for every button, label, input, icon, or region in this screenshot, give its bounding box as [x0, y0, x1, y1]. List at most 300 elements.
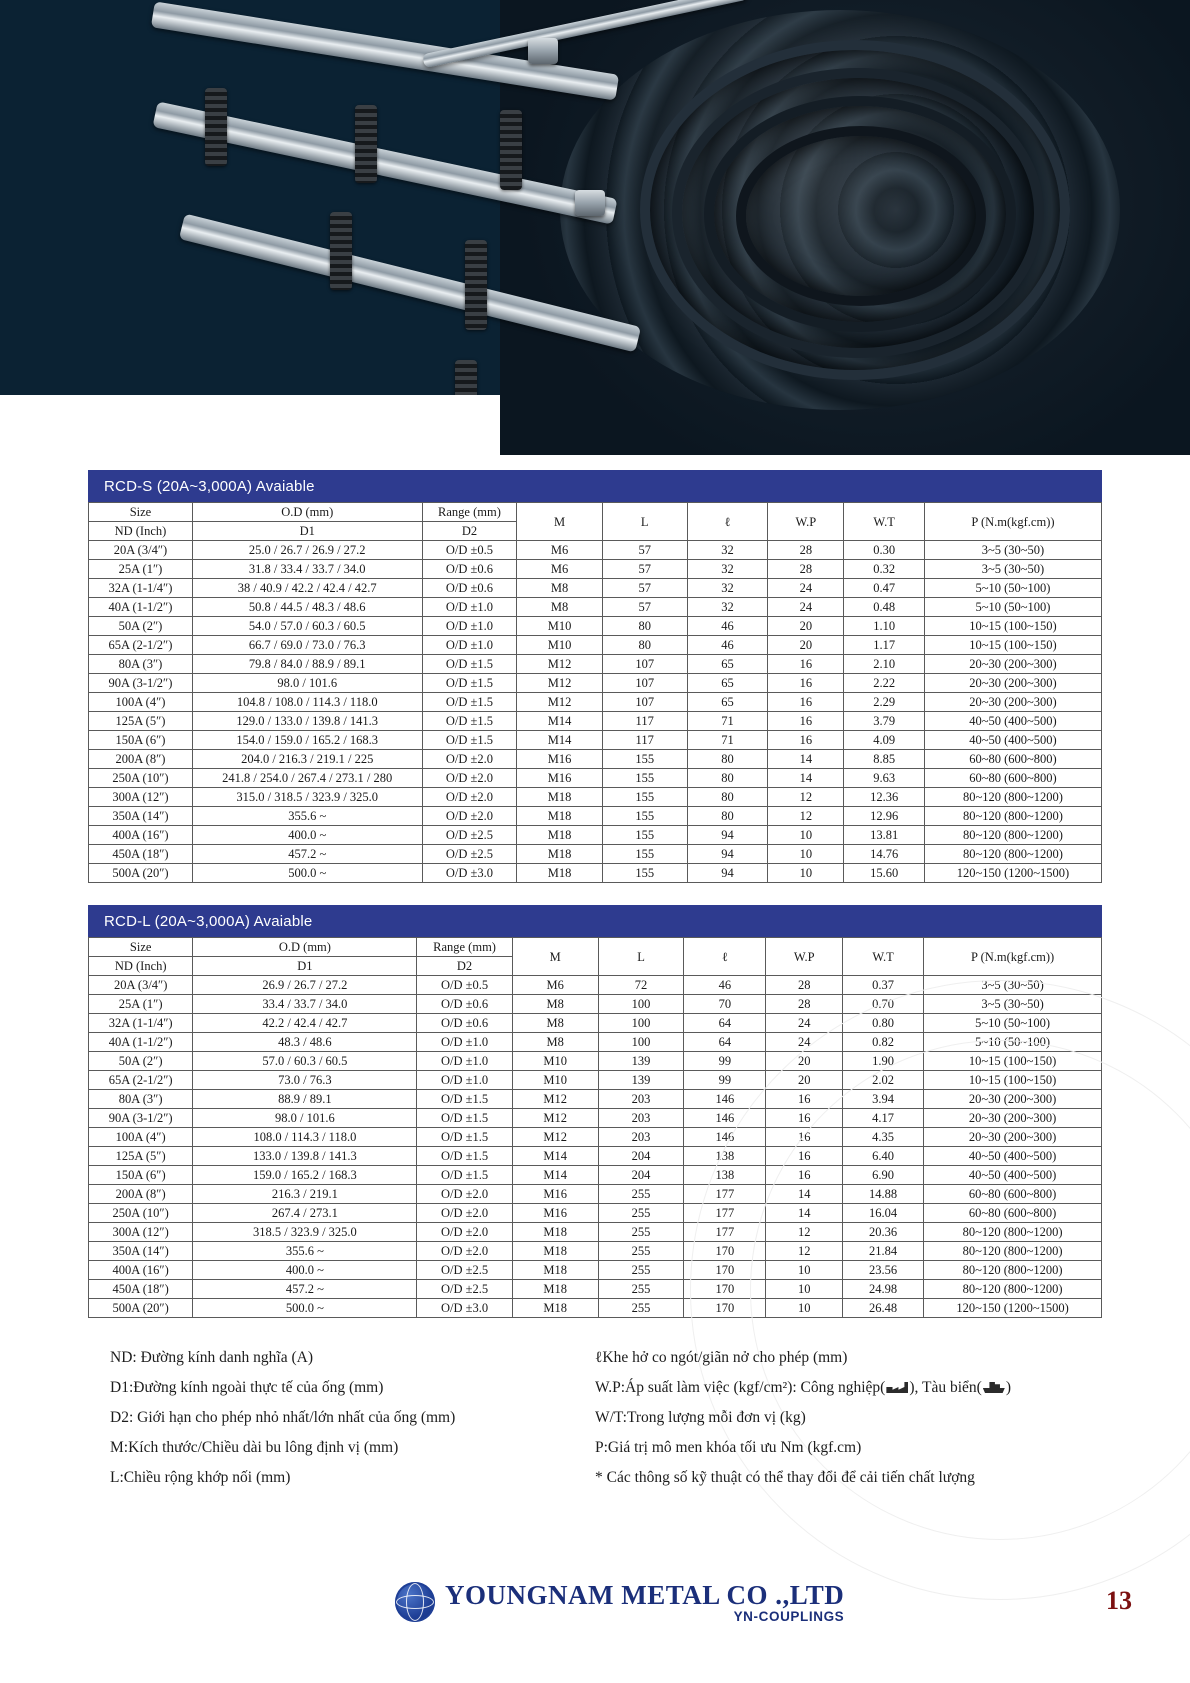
spec-table-rcd-s — [88, 502, 1102, 883]
header-range: Range (mm) — [417, 938, 512, 957]
cell-od: 159.0 / 165.2 / 168.3 — [193, 1166, 417, 1185]
cell-wt: 1.90 — [843, 1052, 924, 1071]
cell-wp: 20 — [768, 636, 844, 655]
cell-gap: 65 — [687, 655, 768, 674]
cell-od: 500.0 ~ — [192, 864, 422, 883]
cell-wp: 20 — [766, 1052, 843, 1071]
cell-size: 500A (20″) — [89, 1299, 193, 1318]
table-body-rcd-s — [89, 541, 1102, 883]
cell-p: 40~50 (400~500) — [924, 712, 1101, 731]
cell-wt: 0.80 — [843, 1014, 924, 1033]
cell-size: 400A (16″) — [89, 826, 193, 845]
bolt-5 — [500, 110, 522, 190]
cell-wt: 4.35 — [843, 1128, 924, 1147]
cell-size: 125A (5″) — [89, 1147, 193, 1166]
cell-p: 3~5 (30~50) — [924, 560, 1101, 579]
cell-od: 457.2 ~ — [193, 1280, 417, 1299]
cell-range: O/D ±0.6 — [417, 1014, 512, 1033]
cell-gap: 32 — [687, 560, 768, 579]
cell-wp: 28 — [766, 976, 843, 995]
cell-wt: 2.10 — [844, 655, 924, 674]
bolt-4 — [465, 240, 487, 330]
cell-l: 57 — [602, 579, 687, 598]
cell-od: 457.2 ~ — [192, 845, 422, 864]
cell-od: 54.0 / 57.0 / 60.3 / 60.5 — [192, 617, 422, 636]
legend-p: P:Giá trị mô men khóa tối ưu Nm (kgf.cm) — [595, 1439, 862, 1456]
cell-wp: 28 — [768, 541, 844, 560]
cell-p: 120~150 (1200~1500) — [924, 1299, 1102, 1318]
table-row — [89, 769, 1102, 788]
cell-m: M6 — [512, 976, 598, 995]
header-d1: D1 — [193, 957, 417, 976]
cell-l: 203 — [598, 1090, 684, 1109]
header-gap: ℓ — [687, 503, 768, 541]
cell-size: 80A (3″) — [89, 1090, 193, 1109]
legend-column-right — [595, 1348, 1102, 1498]
cell-m: M12 — [517, 693, 602, 712]
cell-p: 80~120 (800~1200) — [924, 845, 1101, 864]
cell-l: 255 — [598, 1185, 684, 1204]
cell-wp: 14 — [768, 769, 844, 788]
cell-wp: 14 — [766, 1204, 843, 1223]
cell-p: 3~5 (30~50) — [924, 995, 1102, 1014]
cell-wt: 9.63 — [844, 769, 924, 788]
nut-top — [528, 38, 558, 64]
cell-p: 20~30 (200~300) — [924, 655, 1101, 674]
cell-wt: 4.09 — [844, 731, 924, 750]
cell-gap: 71 — [687, 712, 768, 731]
cell-p: 10~15 (100~150) — [924, 1052, 1102, 1071]
cell-l: 255 — [598, 1223, 684, 1242]
cell-size: 20A (3/4″) — [89, 976, 193, 995]
cell-l: 117 — [602, 731, 687, 750]
cell-od: 48.3 / 48.6 — [193, 1033, 417, 1052]
cell-od: 355.6 ~ — [192, 807, 422, 826]
cell-range: O/D ±0.6 — [422, 579, 517, 598]
cell-size: 200A (8″) — [89, 1185, 193, 1204]
cell-gap: 170 — [684, 1242, 766, 1261]
cell-gap: 94 — [687, 845, 768, 864]
cell-size: 250A (10″) — [89, 1204, 193, 1223]
cell-gap: 170 — [684, 1299, 766, 1318]
table-row — [89, 541, 1102, 560]
cell-m: M10 — [512, 1071, 598, 1090]
table-row — [89, 636, 1102, 655]
legend-nd: ND: Đường kính danh nghĩa (A) — [110, 1349, 313, 1366]
cell-wp: 28 — [766, 995, 843, 1014]
cell-od: 33.4 / 33.7 / 34.0 — [193, 995, 417, 1014]
cell-wt: 23.56 — [843, 1261, 924, 1280]
page-number: 13 — [1106, 1586, 1132, 1615]
cell-l: 57 — [602, 541, 687, 560]
cell-wt: 16.04 — [843, 1204, 924, 1223]
cell-wp: 28 — [768, 560, 844, 579]
cell-od: 154.0 / 159.0 / 165.2 / 168.3 — [192, 731, 422, 750]
company-logo — [395, 1580, 844, 1624]
cell-wt: 12.36 — [844, 788, 924, 807]
cell-p: 80~120 (800~1200) — [924, 1280, 1102, 1299]
cell-size: 300A (12″) — [89, 788, 193, 807]
cell-gap: 177 — [684, 1223, 766, 1242]
cell-od: 98.0 / 101.6 — [192, 674, 422, 693]
legend-l: L:Chiều rộng khớp nối (mm) — [110, 1469, 291, 1486]
cell-gap: 64 — [684, 1033, 766, 1052]
legend-column-left — [88, 1348, 595, 1498]
cell-range: O/D ±2.0 — [417, 1223, 512, 1242]
cell-range: O/D ±1.5 — [417, 1166, 512, 1185]
cell-m: M12 — [517, 655, 602, 674]
cell-range: O/D ±1.5 — [422, 693, 517, 712]
cell-l: 204 — [598, 1166, 684, 1185]
cell-p: 60~80 (600~800) — [924, 1185, 1102, 1204]
cell-od: 73.0 / 76.3 — [193, 1071, 417, 1090]
cell-l: 100 — [598, 1014, 684, 1033]
cell-size: 100A (4″) — [89, 1128, 193, 1147]
cell-wt: 0.70 — [843, 995, 924, 1014]
cell-gap: 32 — [687, 598, 768, 617]
cell-od: 79.8 / 84.0 / 88.9 / 89.1 — [192, 655, 422, 674]
cell-l: 255 — [598, 1280, 684, 1299]
cell-l: 155 — [602, 769, 687, 788]
cell-m: M6 — [517, 541, 602, 560]
cell-range: O/D ±1.0 — [422, 598, 517, 617]
cell-range: O/D ±1.5 — [422, 712, 517, 731]
cell-range: O/D ±0.5 — [422, 541, 517, 560]
cell-wt: 12.96 — [844, 807, 924, 826]
bolt-1 — [205, 88, 227, 166]
hero-image — [0, 0, 1190, 455]
cell-size: 200A (8″) — [89, 750, 193, 769]
cell-wp: 10 — [768, 845, 844, 864]
legend-note: * Các thông số kỹ thuật có thể thay đổi để cải tiến chất lượng — [595, 1469, 975, 1486]
header-od: O.D (mm) — [193, 938, 417, 957]
cell-p: 120~150 (1200~1500) — [924, 864, 1101, 883]
cell-range: O/D ±1.5 — [422, 655, 517, 674]
cell-m: M18 — [512, 1261, 598, 1280]
cell-size: 90A (3-1/2″) — [89, 1109, 193, 1128]
cell-range: O/D ±2.5 — [422, 826, 517, 845]
table-header-row-1 — [89, 503, 1102, 522]
cell-wp: 16 — [768, 731, 844, 750]
cell-l: 80 — [602, 617, 687, 636]
cell-od: 31.8 / 33.4 / 33.7 / 34.0 — [192, 560, 422, 579]
cell-p: 5~10 (50~100) — [924, 1014, 1102, 1033]
cell-p: 80~120 (800~1200) — [924, 826, 1101, 845]
cell-range: O/D ±1.5 — [422, 674, 517, 693]
cell-size: 450A (18″) — [89, 845, 193, 864]
cell-l: 100 — [598, 995, 684, 1014]
cell-p: 80~120 (800~1200) — [924, 1223, 1102, 1242]
cell-range: O/D ±1.0 — [422, 636, 517, 655]
cell-m: M16 — [517, 750, 602, 769]
cell-size: 350A (14″) — [89, 1242, 193, 1261]
cell-range: O/D ±2.5 — [417, 1261, 512, 1280]
hero-corner-notch — [0, 395, 500, 455]
cell-wt: 21.84 — [843, 1242, 924, 1261]
cell-od: 50.8 / 44.5 / 48.3 / 48.6 — [192, 598, 422, 617]
header-size: Size — [89, 503, 193, 522]
header-gap: ℓ — [684, 938, 766, 976]
cell-l: 203 — [598, 1128, 684, 1147]
table-row — [89, 731, 1102, 750]
cell-m: M10 — [517, 617, 602, 636]
cell-od: 400.0 ~ — [192, 826, 422, 845]
cell-od: 355.6 ~ — [193, 1242, 417, 1261]
header-l: L — [602, 503, 687, 541]
cell-gap: 80 — [687, 788, 768, 807]
cell-size: 300A (12″) — [89, 1223, 193, 1242]
cell-size: 400A (16″) — [89, 1261, 193, 1280]
cell-m: M18 — [512, 1299, 598, 1318]
cell-range: O/D ±2.0 — [422, 788, 517, 807]
cell-size: 40A (1-1/2″) — [89, 1033, 193, 1052]
header-l: L — [598, 938, 684, 976]
cell-p: 10~15 (100~150) — [924, 1071, 1102, 1090]
table-row — [89, 807, 1102, 826]
cell-m: M18 — [517, 845, 602, 864]
cell-range: O/D ±0.6 — [422, 560, 517, 579]
header-nd: ND (Inch) — [89, 957, 193, 976]
header-wp: W.P — [766, 938, 843, 976]
legend-m: M:Kích thước/Chiều dài bu lông định vị (mm) — [110, 1439, 399, 1456]
cell-wp: 12 — [766, 1223, 843, 1242]
cell-m: M18 — [517, 864, 602, 883]
cell-p: 80~120 (800~1200) — [924, 1261, 1102, 1280]
cell-m: M18 — [517, 807, 602, 826]
cell-gap: 177 — [684, 1204, 766, 1223]
cell-l: 139 — [598, 1052, 684, 1071]
cell-p: 40~50 (400~500) — [924, 1166, 1102, 1185]
company-name: YOUNGNAM METAL CO .,LTD — [445, 1580, 845, 1610]
cell-wt: 26.48 — [843, 1299, 924, 1318]
cell-p: 20~30 (200~300) — [924, 1128, 1102, 1147]
header-wp: W.P — [768, 503, 844, 541]
cell-p: 80~120 (800~1200) — [924, 807, 1101, 826]
cell-wp: 10 — [766, 1299, 843, 1318]
bolt-3 — [355, 105, 377, 183]
cell-range: O/D ±1.0 — [417, 1052, 512, 1071]
cell-p: 80~120 (800~1200) — [924, 1242, 1102, 1261]
factory-icon — [886, 1382, 908, 1393]
cell-size: 32A (1-1/4″) — [89, 579, 193, 598]
cell-range: O/D ±2.5 — [417, 1280, 512, 1299]
cell-size: 150A (6″) — [89, 1166, 193, 1185]
cell-range: O/D ±3.0 — [422, 864, 517, 883]
cell-gap: 64 — [684, 1014, 766, 1033]
cell-size: 250A (10″) — [89, 769, 193, 788]
cell-gap: 80 — [687, 750, 768, 769]
cell-l: 57 — [602, 598, 687, 617]
cell-wp: 16 — [766, 1147, 843, 1166]
cell-od: 88.9 / 89.1 — [193, 1090, 417, 1109]
legend-wp-text: W.P:Áp suất làm việc (kgf/cm²): Công nghiệp( ), Tàu biển( ) — [595, 1379, 1011, 1396]
cell-range: O/D ±1.5 — [417, 1147, 512, 1166]
cell-wt: 14.76 — [844, 845, 924, 864]
table-row — [89, 864, 1102, 883]
cell-m: M8 — [512, 1033, 598, 1052]
cell-l: 57 — [602, 560, 687, 579]
cell-wp: 12 — [768, 788, 844, 807]
cell-wp: 14 — [768, 750, 844, 769]
cell-m: M18 — [512, 1223, 598, 1242]
cell-range: O/D ±1.0 — [417, 1033, 512, 1052]
cell-p: 20~30 (200~300) — [924, 693, 1101, 712]
cell-od: 66.7 / 69.0 / 73.0 / 76.3 — [192, 636, 422, 655]
cell-wp: 14 — [766, 1185, 843, 1204]
cell-p: 60~80 (600~800) — [924, 769, 1101, 788]
cell-wp: 24 — [766, 1033, 843, 1052]
cell-od: 241.8 / 254.0 / 267.4 / 273.1 / 280 — [192, 769, 422, 788]
cell-wp: 16 — [766, 1166, 843, 1185]
cell-wt: 15.60 — [844, 864, 924, 883]
cell-l: 139 — [598, 1071, 684, 1090]
header-wt: W.T — [844, 503, 924, 541]
header-p: P (N.m(kgf.cm)) — [924, 938, 1102, 976]
table-row — [89, 788, 1102, 807]
cell-gap: 138 — [684, 1166, 766, 1185]
cell-p: 5~10 (50~100) — [924, 598, 1101, 617]
cell-wt: 2.29 — [844, 693, 924, 712]
ship-icon — [983, 1382, 1005, 1393]
cell-m: M18 — [512, 1280, 598, 1299]
cell-l: 255 — [598, 1242, 684, 1261]
cell-size: 25A (1″) — [89, 995, 193, 1014]
cell-p: 5~10 (50~100) — [924, 579, 1101, 598]
header-p: P (N.m(kgf.cm)) — [924, 503, 1101, 541]
cell-wp: 12 — [768, 807, 844, 826]
cell-wp: 16 — [768, 674, 844, 693]
cell-l: 107 — [602, 674, 687, 693]
cell-l: 100 — [598, 1033, 684, 1052]
cell-l: 204 — [598, 1147, 684, 1166]
cell-wp: 16 — [766, 1109, 843, 1128]
cell-od: 500.0 ~ — [193, 1299, 417, 1318]
cell-l: 155 — [602, 807, 687, 826]
cell-wt: 6.40 — [843, 1147, 924, 1166]
cell-od: 57.0 / 60.3 / 60.5 — [193, 1052, 417, 1071]
cell-l: 107 — [602, 693, 687, 712]
logo-text-block — [445, 1580, 844, 1624]
legend-wt: W/T:Trong lượng mỗi đơn vị (kg) — [595, 1409, 806, 1426]
cell-od: 216.3 / 219.1 — [193, 1185, 417, 1204]
cell-l: 155 — [602, 788, 687, 807]
cell-wt: 3.94 — [843, 1090, 924, 1109]
cell-od: 108.0 / 114.3 / 118.0 — [193, 1128, 417, 1147]
table-row — [89, 750, 1102, 769]
cell-wp: 16 — [768, 712, 844, 731]
table-row — [89, 693, 1102, 712]
cell-m: M12 — [512, 1109, 598, 1128]
cell-wt: 14.88 — [843, 1185, 924, 1204]
cell-l: 155 — [602, 750, 687, 769]
cell-size: 50A (2″) — [89, 1052, 193, 1071]
cell-m: M8 — [517, 579, 602, 598]
cell-od: 26.9 / 26.7 / 27.2 — [193, 976, 417, 995]
cell-m: M10 — [512, 1052, 598, 1071]
cell-gap: 70 — [684, 995, 766, 1014]
cell-gap: 32 — [687, 541, 768, 560]
cell-l: 155 — [602, 845, 687, 864]
table-row — [89, 712, 1102, 731]
table-title-rcd-l: RCD-L (20A~3,000A) Avaiable — [88, 905, 1102, 937]
header-m: M — [517, 503, 602, 541]
cell-size: 65A (2-1/2″) — [89, 1071, 193, 1090]
cell-size: 350A (14″) — [89, 807, 193, 826]
cell-wp: 10 — [768, 864, 844, 883]
cell-m: M18 — [517, 826, 602, 845]
cell-gap: 146 — [684, 1109, 766, 1128]
footer — [0, 1580, 1190, 1660]
cell-m: M16 — [512, 1185, 598, 1204]
cell-range: O/D ±2.5 — [422, 845, 517, 864]
cell-wt: 0.32 — [844, 560, 924, 579]
cell-p: 20~30 (200~300) — [924, 674, 1101, 693]
cell-gap: 71 — [687, 731, 768, 750]
cell-wt: 13.81 — [844, 826, 924, 845]
cell-m: M12 — [512, 1090, 598, 1109]
cell-gap: 80 — [687, 769, 768, 788]
brand-name: YN-COUPLINGS — [733, 1609, 845, 1624]
cell-l: 203 — [598, 1109, 684, 1128]
cell-l: 255 — [598, 1299, 684, 1318]
cell-od: 25.0 / 26.7 / 26.9 / 27.2 — [192, 541, 422, 560]
cell-m: M12 — [512, 1128, 598, 1147]
cell-wt: 1.10 — [844, 617, 924, 636]
cell-range: O/D ±0.6 — [417, 995, 512, 1014]
cell-wp: 10 — [766, 1261, 843, 1280]
table-row — [89, 598, 1102, 617]
cell-od: 42.2 / 42.4 / 42.7 — [193, 1014, 417, 1033]
cell-gap: 65 — [687, 693, 768, 712]
cell-range: O/D ±1.5 — [417, 1128, 512, 1147]
cell-m: M10 — [517, 636, 602, 655]
cell-gap: 94 — [687, 864, 768, 883]
cell-wp: 24 — [768, 598, 844, 617]
cell-gap: 80 — [687, 807, 768, 826]
table-row — [89, 579, 1102, 598]
cell-wp: 16 — [766, 1090, 843, 1109]
cell-range: O/D ±1.0 — [422, 617, 517, 636]
cell-size: 500A (20″) — [89, 864, 193, 883]
cell-wt: 8.85 — [844, 750, 924, 769]
cell-p: 10~15 (100~150) — [924, 617, 1101, 636]
nut-lower — [575, 190, 605, 216]
cell-wp: 16 — [766, 1128, 843, 1147]
cell-size: 100A (4″) — [89, 693, 193, 712]
cell-gap: 32 — [687, 579, 768, 598]
cell-wp: 12 — [766, 1242, 843, 1261]
cell-l: 255 — [598, 1204, 684, 1223]
cell-p: 10~15 (100~150) — [924, 636, 1101, 655]
cell-l: 117 — [602, 712, 687, 731]
cell-od: 267.4 / 273.1 — [193, 1204, 417, 1223]
cell-gap: 138 — [684, 1147, 766, 1166]
cell-wp: 24 — [768, 579, 844, 598]
legend-d2: D2: Giới hạn cho phép nhỏ nhất/lớn nhất của ống (mm) — [110, 1409, 456, 1426]
table-row — [89, 674, 1102, 693]
cell-p: 3~5 (30~50) — [924, 541, 1101, 560]
cell-wt: 20.36 — [843, 1223, 924, 1242]
cell-wt: 1.17 — [844, 636, 924, 655]
cell-od: 318.5 / 323.9 / 325.0 — [193, 1223, 417, 1242]
cell-wp: 16 — [768, 693, 844, 712]
cell-m: M8 — [512, 995, 598, 1014]
legend-gap: ℓKhe hở co ngót/giãn nở cho phép (mm) — [595, 1349, 848, 1366]
cell-range: O/D ±1.0 — [417, 1071, 512, 1090]
cell-size: 50A (2″) — [89, 617, 193, 636]
cell-m: M16 — [512, 1204, 598, 1223]
cell-gap: 170 — [684, 1280, 766, 1299]
